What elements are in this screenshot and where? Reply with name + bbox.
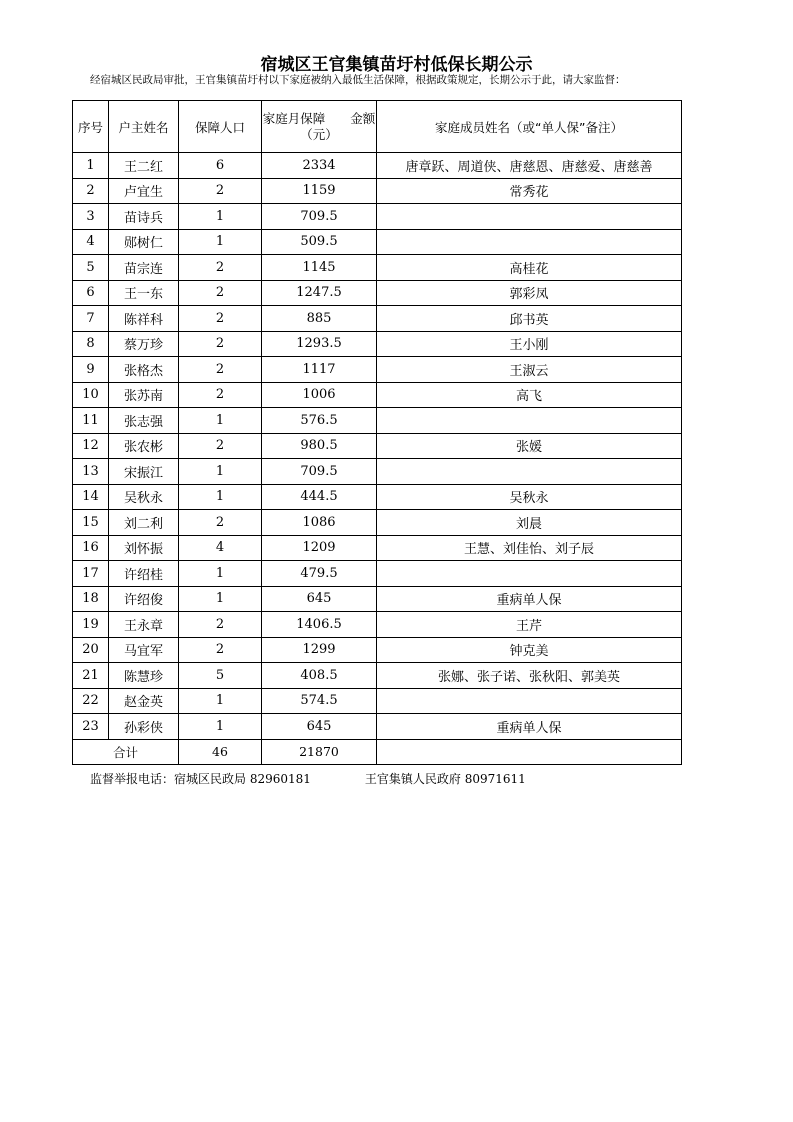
cell-members: 张娜、张子诺、张秋阳、郭美英 (377, 663, 682, 689)
cell-amount: 709.5 (262, 459, 377, 485)
header-amount: 家庭月保障 金额（元） (262, 101, 377, 153)
table-row (73, 612, 682, 638)
cell-members (377, 229, 682, 255)
cell-index: 21 (73, 663, 109, 689)
cell-index: 17 (73, 561, 109, 587)
cell-index: 5 (73, 255, 109, 281)
cell-members: 吴秋永 (377, 484, 682, 510)
table-row (73, 178, 682, 204)
cell-amount: 509.5 (262, 229, 377, 255)
cell-people: 2 (179, 331, 262, 357)
table-row (73, 663, 682, 689)
cell-members: 高飞 (377, 382, 682, 408)
cell-amount: 1086 (262, 510, 377, 536)
cell-head-name: 蔡万珍 (109, 331, 179, 357)
cell-members (377, 688, 682, 714)
cell-head-name: 许绍桂 (109, 561, 179, 587)
cell-people: 1 (179, 408, 262, 434)
footer-hotline-civil-affairs: 监督举报电话：宿城区民政局 82960181 (90, 772, 311, 786)
cell-amount: 1247.5 (262, 280, 377, 306)
cell-index: 8 (73, 331, 109, 357)
cell-index: 4 (73, 229, 109, 255)
table-row (73, 382, 682, 408)
cell-index: 16 (73, 535, 109, 561)
table-row (73, 280, 682, 306)
cell-amount: 709.5 (262, 204, 377, 230)
table-row (73, 433, 682, 459)
cell-amount: 1117 (262, 357, 377, 383)
cell-people: 1 (179, 561, 262, 587)
cell-head-name: 张志强 (109, 408, 179, 434)
table-header-row (73, 101, 682, 153)
total-row (73, 739, 682, 764)
cell-members: 高桂花 (377, 255, 682, 281)
cell-amount: 574.5 (262, 688, 377, 714)
table-row (73, 586, 682, 612)
cell-index: 9 (73, 357, 109, 383)
cell-members: 唐章跃、周道侠、唐慈恩、唐慈爱、唐慈善 (377, 153, 682, 179)
cell-head-name: 张农彬 (109, 433, 179, 459)
total-people: 46 (179, 739, 262, 764)
cell-people: 5 (179, 663, 262, 689)
cell-members: 王淑云 (377, 357, 682, 383)
total-label: 合计 (73, 739, 179, 764)
cell-members: 钟克美 (377, 637, 682, 663)
table-row (73, 153, 682, 179)
cell-head-name: 孙彩侠 (109, 714, 179, 740)
cell-members: 刘晨 (377, 510, 682, 536)
table-row (73, 561, 682, 587)
cell-people: 2 (179, 510, 262, 536)
cell-people: 2 (179, 612, 262, 638)
cell-people: 2 (179, 637, 262, 663)
cell-amount: 408.5 (262, 663, 377, 689)
cell-members: 常秀花 (377, 178, 682, 204)
cell-amount: 479.5 (262, 561, 377, 587)
cell-amount: 576.5 (262, 408, 377, 434)
cell-people: 2 (179, 178, 262, 204)
cell-people: 2 (179, 306, 262, 332)
cell-amount: 1145 (262, 255, 377, 281)
total-members (377, 739, 682, 764)
cell-index: 23 (73, 714, 109, 740)
table-row (73, 484, 682, 510)
cell-head-name: 许绍俊 (109, 586, 179, 612)
table-row (73, 535, 682, 561)
header-head-name: 户主姓名 (109, 101, 179, 153)
cell-index: 19 (73, 612, 109, 638)
cell-people: 2 (179, 433, 262, 459)
cell-amount: 645 (262, 586, 377, 612)
cell-members: 邱书英 (377, 306, 682, 332)
cell-head-name: 赵金英 (109, 688, 179, 714)
cell-members: 王小刚 (377, 331, 682, 357)
cell-head-name: 王一东 (109, 280, 179, 306)
cell-members (377, 561, 682, 587)
cell-people: 1 (179, 484, 262, 510)
cell-amount: 2334 (262, 153, 377, 179)
table-row (73, 204, 682, 230)
table-row (73, 408, 682, 434)
cell-head-name: 刘怀振 (109, 535, 179, 561)
total-amount: 21870 (262, 739, 377, 764)
cell-head-name: 陈慧珍 (109, 663, 179, 689)
cell-members: 王芹 (377, 612, 682, 638)
cell-index: 6 (73, 280, 109, 306)
cell-members: 重病单人保 (377, 586, 682, 612)
table-row (73, 510, 682, 536)
cell-head-name: 陈祥科 (109, 306, 179, 332)
cell-people: 6 (179, 153, 262, 179)
table-row (73, 357, 682, 383)
cell-index: 15 (73, 510, 109, 536)
cell-people: 2 (179, 255, 262, 281)
table-row (73, 459, 682, 485)
cell-members: 王慧、刘佳怡、刘子辰 (377, 535, 682, 561)
header-people: 保障人口 (179, 101, 262, 153)
cell-index: 18 (73, 586, 109, 612)
cell-people: 1 (179, 586, 262, 612)
cell-members: 郭彩凤 (377, 280, 682, 306)
table-row (73, 331, 682, 357)
cell-people: 1 (179, 204, 262, 230)
table-row (73, 714, 682, 740)
cell-people: 1 (179, 714, 262, 740)
cell-amount: 1293.5 (262, 331, 377, 357)
cell-index: 7 (73, 306, 109, 332)
header-index: 序号 (73, 101, 109, 153)
cell-head-name: 苗诗兵 (109, 204, 179, 230)
cell-index: 11 (73, 408, 109, 434)
cell-members: 张媛 (377, 433, 682, 459)
cell-index: 12 (73, 433, 109, 459)
cell-head-name: 马宜军 (109, 637, 179, 663)
document-title: 宿城区王官集镇苗圩村低保长期公示 (260, 55, 533, 75)
footer-hotline-town-government: 王官集镇人民政府 80971611 (364, 772, 526, 786)
cell-members (377, 204, 682, 230)
cell-amount: 444.5 (262, 484, 377, 510)
cell-head-name: 卢宜生 (109, 178, 179, 204)
cell-members (377, 459, 682, 485)
footer-contact (90, 770, 526, 787)
cell-members (377, 408, 682, 434)
cell-index: 20 (73, 637, 109, 663)
header-members: 家庭成员姓名（或“单人保”备注） (377, 101, 682, 153)
cell-head-name: 宋振江 (109, 459, 179, 485)
cell-people: 2 (179, 280, 262, 306)
cell-index: 10 (73, 382, 109, 408)
cell-head-name: 吴秋永 (109, 484, 179, 510)
cell-people: 2 (179, 382, 262, 408)
cell-head-name: 王二红 (109, 153, 179, 179)
cell-head-name: 郧树仁 (109, 229, 179, 255)
cell-index: 13 (73, 459, 109, 485)
cell-amount: 1159 (262, 178, 377, 204)
cell-amount: 980.5 (262, 433, 377, 459)
table-row (73, 688, 682, 714)
cell-people: 4 (179, 535, 262, 561)
cell-members: 重病单人保 (377, 714, 682, 740)
table-row (73, 229, 682, 255)
cell-head-name: 刘二利 (109, 510, 179, 536)
table-row (73, 306, 682, 332)
intro-paragraph: 经宿城区民政局审批，王官集镇苗圩村以下家庭被纳入最低生活保障，根据政策规定，长期公示于此，请大家监督： (90, 74, 626, 86)
cell-index: 22 (73, 688, 109, 714)
table-row (73, 637, 682, 663)
cell-index: 2 (73, 178, 109, 204)
cell-people: 1 (179, 688, 262, 714)
cell-amount: 1209 (262, 535, 377, 561)
cell-amount: 1299 (262, 637, 377, 663)
table-row (73, 255, 682, 281)
cell-people: 2 (179, 357, 262, 383)
cell-people: 1 (179, 459, 262, 485)
cell-index: 14 (73, 484, 109, 510)
cell-index: 3 (73, 204, 109, 230)
cell-head-name: 张苏南 (109, 382, 179, 408)
cell-amount: 1406.5 (262, 612, 377, 638)
cell-amount: 1006 (262, 382, 377, 408)
cell-amount: 645 (262, 714, 377, 740)
cell-index: 1 (73, 153, 109, 179)
cell-amount: 885 (262, 306, 377, 332)
cell-people: 1 (179, 229, 262, 255)
table-body (73, 153, 682, 740)
cell-head-name: 苗宗连 (109, 255, 179, 281)
cell-head-name: 王永章 (109, 612, 179, 638)
cell-head-name: 张格杰 (109, 357, 179, 383)
subsidy-table (72, 100, 682, 765)
